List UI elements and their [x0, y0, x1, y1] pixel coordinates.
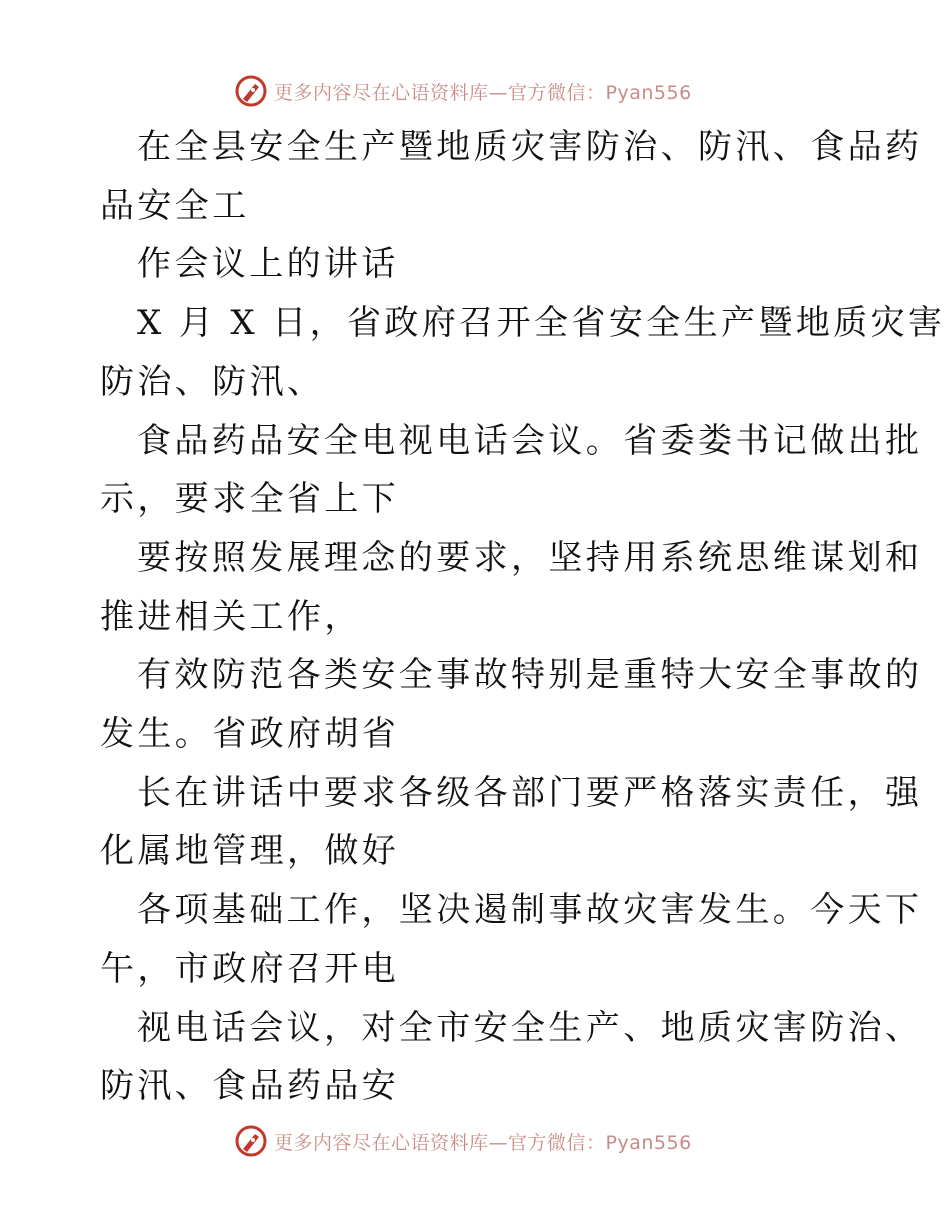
paragraph-line: 食品药品安全电视电话会议。省委娄书记做出批 [137, 421, 923, 461]
pen-nib-logo-icon [234, 1124, 268, 1158]
watermark-account: Pyan556 [605, 81, 692, 104]
paragraph-line: X 月 X 日，省政府召开全省安全生产暨地质灾害 [137, 303, 946, 343]
paragraph-line: 作会议上的讲话 [137, 244, 399, 284]
paragraph-line: 在全县安全生产暨地质灾害防治、防汛、食品药 [137, 127, 923, 167]
paragraph-line: 视电话会议，对全市安全生产、地质灾害防治、 [137, 1008, 923, 1048]
continuation-line: 推进相关工作， [100, 597, 362, 637]
watermark-text: 更多内容尽在心语资料库—官方微信： [274, 1131, 606, 1154]
continuation-line: 防汛、食品药品安 [100, 1066, 400, 1106]
header-watermark [234, 73, 692, 109]
watermark-account: Pyan556 [605, 1131, 692, 1154]
continuation-line: 化属地管理，做好 [100, 831, 400, 871]
continuation-line: 午，市政府召开电 [100, 949, 400, 989]
footer-watermark [234, 1123, 692, 1159]
watermark-text: 更多内容尽在心语资料库—官方微信： [274, 81, 606, 104]
paragraph-line: 各项基础工作，坚决遏制事故灾害发生。今天下 [137, 890, 923, 930]
continuation-line: 示，要求全省上下 [100, 479, 400, 519]
paragraph-line: 长在讲话中要求各级各部门要严格落实责任，强 [137, 773, 923, 813]
continuation-line: 防治、防汛、 [100, 362, 325, 402]
continuation-line: 发生。省政府胡省 [100, 714, 400, 754]
continuation-line: 品安全工 [100, 186, 250, 226]
paragraph-line: 有效防范各类安全事故特别是重特大安全事故的 [137, 655, 923, 695]
pen-nib-logo-icon [234, 74, 268, 108]
paragraph-line: 要按照发展理念的要求，坚持用系统思维谋划和 [137, 538, 923, 578]
